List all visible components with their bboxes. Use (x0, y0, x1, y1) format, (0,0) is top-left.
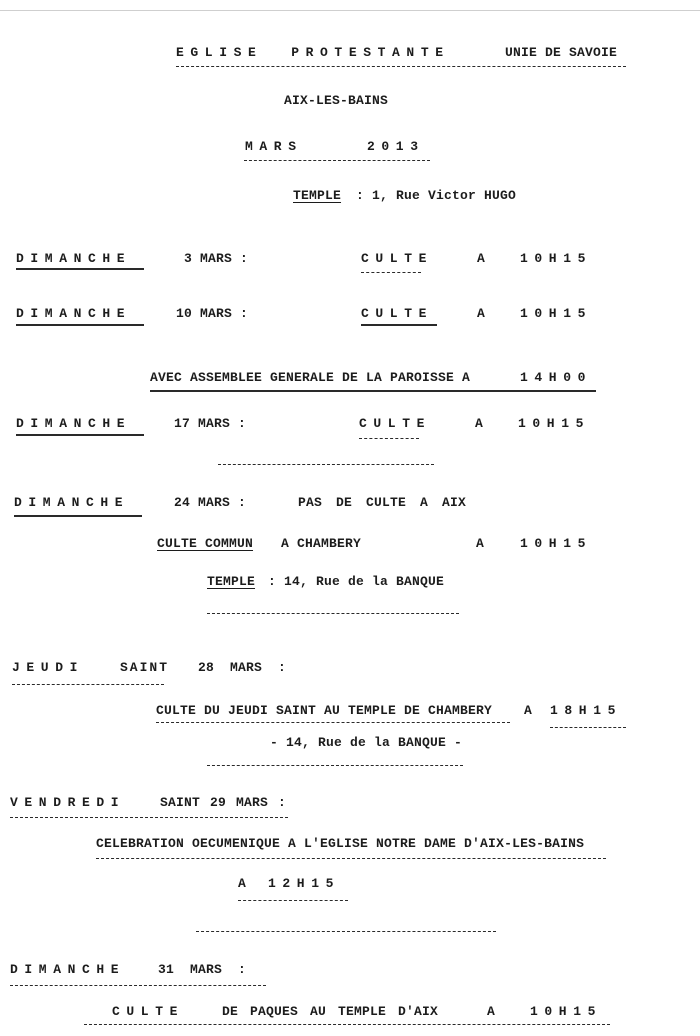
church-name: EGLISE PROTESTANTE (176, 45, 450, 60)
paques-text-underline (84, 1024, 610, 1025)
day-underline (16, 268, 144, 270)
event-underline (361, 324, 437, 326)
joint-service-place: A CHAMBERY (281, 536, 362, 551)
jeudi-time-underline (550, 727, 626, 728)
joint-service-time: 10H15 (520, 536, 593, 551)
entry-date: 3 MARS : (184, 251, 249, 266)
vendredi-text-underline (96, 858, 606, 859)
year-label: 2013 (367, 139, 425, 154)
vendredi-underline (10, 817, 288, 818)
entry-time: 10H15 (520, 306, 593, 321)
section-divider (207, 765, 463, 766)
entry-at: A (477, 306, 486, 321)
vendredi-day: VENDREDI (10, 795, 126, 810)
joint-service-at: A (476, 536, 485, 551)
temple-label: TEMPLE (207, 574, 256, 589)
entry-day: DIMANCHE (16, 251, 132, 266)
vendredi-time-underline (238, 900, 348, 901)
vendredi-time: 12H15 (268, 876, 341, 891)
entry-event: CULTE (359, 416, 432, 431)
entry-date: 24 MARS : (174, 495, 247, 510)
assembly-note: AVEC ASSEMBLEE GENERALE DE LA PAROISSE A (150, 370, 471, 385)
jeudi-text: CULTE DU JEUDI SAINT AU TEMPLE DE CHAMBERY (156, 703, 493, 718)
entry-event: CULTE (361, 251, 434, 266)
jeudi-time: 18H15 (550, 703, 623, 718)
entry-at: A (475, 416, 484, 431)
entry-day: DIMANCHE (16, 306, 132, 321)
jeudi-day: JEUDI (12, 660, 85, 675)
entry-event: CULTE (361, 306, 434, 321)
vendredi-text: CELEBRATION OECUMENIQUE A L'EGLISE NOTRE DAME D'AIX-LES-BAINS (96, 836, 585, 851)
jeudi-text-underline (156, 722, 510, 723)
event-underline (361, 272, 421, 273)
church-union: UNIE DE SAVOIE (505, 45, 618, 60)
jeudi-date: 28 MARS : (198, 660, 287, 675)
temple-address: : 14, Rue de la BANQUE (268, 574, 445, 589)
section-divider (218, 464, 434, 465)
entry-time: 10H15 (518, 416, 591, 431)
event-underline (359, 438, 419, 439)
temple-label: TEMPLE (293, 188, 342, 203)
day-underline (14, 515, 142, 517)
paques-event: CULTE (112, 1004, 185, 1019)
entry-date: 17 MARS : (174, 416, 247, 431)
jeudi-at: A (524, 703, 533, 718)
day-underline (16, 434, 144, 436)
entry-day: DIMANCHE (16, 416, 132, 431)
jeudi-address: - 14, Rue de la BANQUE - (270, 735, 463, 750)
paques-text: DE PAQUES AU TEMPLE D'AIX (222, 1004, 439, 1019)
paques-underline (10, 985, 266, 986)
section-divider (196, 931, 496, 932)
joint-service-label: CULTE COMMUN (157, 536, 254, 551)
paques-day: DIMANCHE (10, 962, 126, 977)
temple-address: : 1, Rue Victor HUGO (356, 188, 517, 203)
paques-at: A (487, 1004, 496, 1019)
paques-time: 10H15 (530, 1004, 603, 1019)
section-divider (207, 613, 459, 614)
paques-date: 31 MARS : (158, 962, 247, 977)
header-divider (176, 66, 626, 67)
jeudi-saint: SAINT (120, 660, 170, 675)
assembly-underline (150, 390, 596, 392)
entry-date: 10 MARS : (176, 306, 249, 321)
vendredi-date: SAINT 29 MARS : (160, 795, 287, 810)
entry-time: 10H15 (520, 251, 593, 266)
page-edge (0, 10, 700, 11)
entry-at: A (477, 251, 486, 266)
city-name: AIX-LES-BAINS (284, 93, 389, 108)
month-divider (244, 160, 430, 161)
no-service-note: PAS DE CULTE A AIX (298, 495, 467, 510)
vendredi-at: A (238, 876, 247, 891)
month-label: MARS (245, 139, 303, 154)
assembly-time: 14H00 (520, 370, 593, 385)
entry-day: DIMANCHE (14, 495, 130, 510)
day-underline (16, 324, 144, 326)
jeudi-underline (12, 684, 164, 685)
